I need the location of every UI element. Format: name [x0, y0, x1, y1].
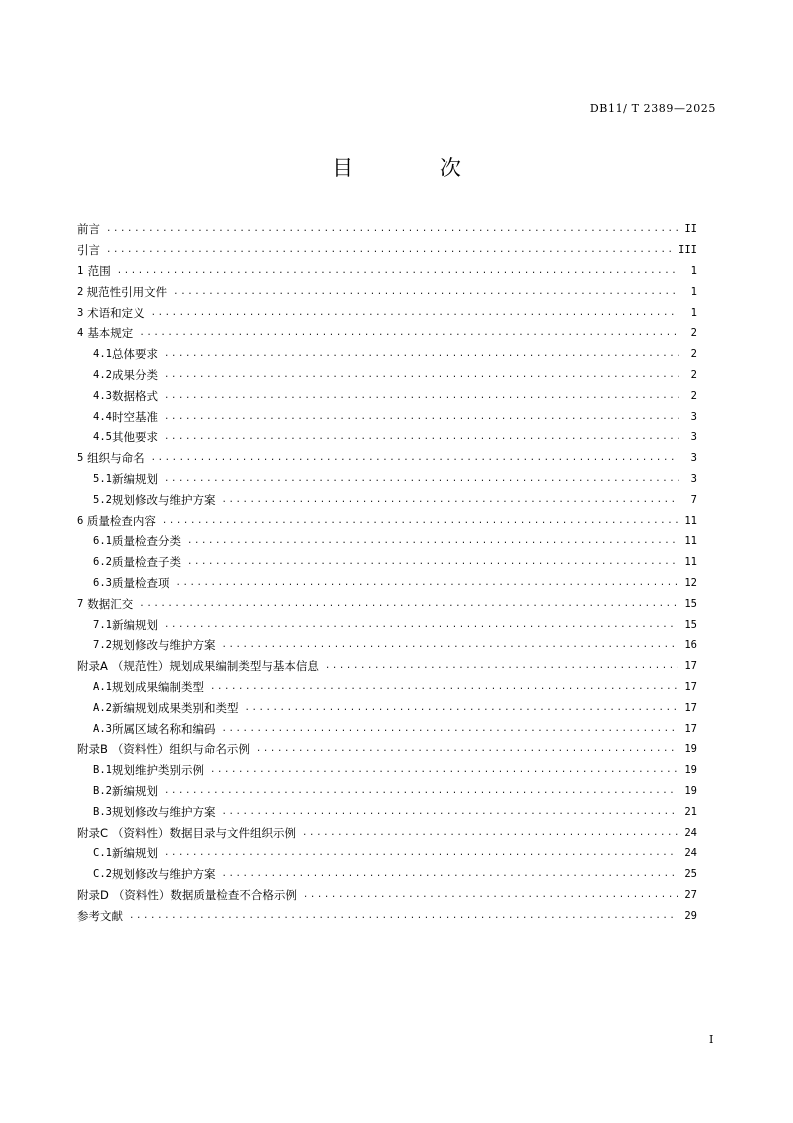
- dot-leader: [164, 846, 678, 860]
- toc-entry-title: 基本规定: [87, 326, 134, 341]
- dot-leader: [173, 285, 679, 299]
- toc-entry-number: B.2: [93, 784, 112, 797]
- toc-entry[interactable]: [77, 593, 697, 614]
- dot-leader: [164, 410, 679, 424]
- toc-entry-title: （资料性）数据质量检查不合格示例: [112, 887, 297, 902]
- toc-title: 目 次: [332, 156, 501, 180]
- table-of-contents: [77, 219, 697, 926]
- toc-entry-number: 6.3: [93, 576, 112, 589]
- toc-entry[interactable]: [77, 552, 697, 573]
- dot-leader: [139, 597, 678, 611]
- toc-entry-number: 4.1: [93, 348, 112, 361]
- toc-entry[interactable]: [77, 427, 697, 448]
- toc-entry-title: 规划修改与维护方案: [111, 804, 216, 819]
- toc-entry-title: 范围: [87, 263, 111, 278]
- toc-entry-title: 规划成果编制类型: [111, 679, 204, 694]
- toc-entry[interactable]: [77, 448, 697, 469]
- toc-entry-title: 规范性引用文件: [86, 284, 168, 299]
- toc-entry-number: 7.2: [93, 639, 112, 652]
- toc-entry[interactable]: [77, 510, 697, 531]
- toc-entry[interactable]: [77, 864, 697, 885]
- toc-entry-title: 质量检查分类: [111, 534, 181, 549]
- toc-entry-title: 规划修改与维护方案: [111, 867, 216, 882]
- toc-entry-page: 2: [690, 348, 697, 361]
- dot-leader: [151, 306, 679, 320]
- toc-entry-title: 术语和定义: [87, 305, 145, 320]
- toc-entry-title: （资料性）数据目录与文件组织示例: [112, 825, 297, 840]
- toc-entry-title: 其他要求: [111, 430, 158, 445]
- toc-entry-title: 时空基准: [111, 409, 158, 424]
- dot-leader: [221, 638, 678, 652]
- dot-leader: [162, 514, 678, 528]
- toc-entry[interactable]: [77, 365, 697, 386]
- dot-leader: [221, 722, 678, 736]
- toc-entry-title: 数据汇交: [87, 596, 134, 611]
- toc-entry[interactable]: [77, 302, 697, 323]
- toc-entry-title: 参考文献: [77, 908, 123, 923]
- dot-leader: [244, 701, 678, 715]
- toc-entry[interactable]: [77, 656, 697, 677]
- toc-entry[interactable]: [77, 885, 697, 906]
- toc-entry-title: 新编规划: [111, 471, 158, 486]
- dot-leader: [164, 472, 679, 486]
- toc-entry[interactable]: [77, 781, 697, 802]
- toc-entry-number: 6: [77, 514, 84, 527]
- dot-leader: [221, 493, 679, 507]
- dot-leader: [164, 784, 678, 798]
- toc-entry-page: 24: [684, 847, 697, 860]
- toc-entry-page: 1: [690, 285, 697, 298]
- toc-entry-page: 19: [684, 743, 697, 756]
- toc-entry-number: 7.1: [93, 618, 112, 631]
- toc-entry-number: 5.1: [93, 472, 112, 485]
- toc-entry-number: B.1: [93, 764, 112, 777]
- dot-leader: [106, 222, 678, 236]
- toc-entry[interactable]: [77, 718, 697, 739]
- dot-leader: [151, 451, 679, 465]
- toc-entry-page: 19: [684, 764, 697, 777]
- dot-leader: [256, 742, 678, 756]
- toc-entry-title: 规划修改与维护方案: [111, 638, 216, 653]
- toc-entry-page: 2: [690, 327, 697, 340]
- toc-entry[interactable]: [77, 344, 697, 365]
- toc-entry-number: 7: [77, 597, 84, 610]
- toc-entry[interactable]: [77, 843, 697, 864]
- toc-entry-page: 12: [684, 576, 697, 589]
- dot-leader: [175, 576, 678, 590]
- toc-entry-page: 7: [690, 493, 697, 506]
- dot-leader: [221, 805, 678, 819]
- toc-entry-title: 规划维护类别示例: [111, 763, 204, 778]
- dot-leader: [303, 888, 678, 902]
- toc-entry-page: 1: [690, 306, 697, 319]
- toc-entry[interactable]: [77, 219, 697, 240]
- toc-entry-page: 15: [684, 618, 697, 631]
- dot-leader: [164, 368, 679, 382]
- dot-leader: [302, 826, 678, 840]
- toc-entry-title: 引言: [77, 243, 100, 258]
- toc-entry[interactable]: [77, 281, 697, 302]
- toc-entry[interactable]: [77, 406, 697, 427]
- toc-entry-number: 4.4: [93, 410, 112, 423]
- toc-entry-number: 附录D: [77, 887, 109, 902]
- dot-leader: [164, 618, 678, 632]
- dot-leader: [117, 264, 679, 278]
- toc-entry-number: 4.3: [93, 389, 112, 402]
- toc-entry-page: 11: [684, 535, 697, 548]
- toc-entry[interactable]: [77, 240, 697, 261]
- toc-entry[interactable]: [77, 801, 697, 822]
- toc-entry-page: 16: [684, 639, 697, 652]
- toc-entry-page: 3: [690, 431, 697, 444]
- toc-entry-title: 新编规划: [111, 617, 158, 632]
- toc-entry-number: 6.1: [93, 535, 112, 548]
- dot-leader: [164, 389, 679, 403]
- toc-entry-number: 5: [77, 452, 84, 465]
- toc-entry[interactable]: [77, 573, 697, 594]
- toc-entry-number: 1: [77, 264, 84, 277]
- toc-entry[interactable]: [77, 614, 697, 635]
- toc-entry-number: A.2: [93, 701, 112, 714]
- toc-entry-title: 质量检查内容: [86, 513, 156, 528]
- dot-leader: [187, 534, 678, 548]
- page-number: I: [709, 1033, 714, 1046]
- toc-entry-page: 1: [690, 264, 697, 277]
- toc-entry-page: 25: [684, 868, 697, 881]
- toc-entry-title: 质量检查项: [111, 575, 170, 590]
- toc-entry[interactable]: [77, 677, 697, 698]
- toc-entry-number: 4: [77, 327, 84, 340]
- dot-leader: [106, 243, 672, 257]
- toc-entry-number: 附录A: [77, 659, 108, 674]
- toc-entry-title: 组织与命名: [87, 451, 145, 466]
- toc-entry-title: 新编规划: [111, 783, 158, 798]
- toc-entry-number: C.1: [93, 847, 112, 860]
- toc-entry-number: 6.2: [93, 556, 112, 569]
- toc-entry[interactable]: [77, 261, 697, 282]
- toc-entry-page: 29: [684, 909, 697, 922]
- dot-leader: [164, 347, 679, 361]
- toc-entry-page: II: [684, 223, 697, 236]
- toc-entry-page: 24: [684, 826, 697, 839]
- toc-entry-page: 3: [690, 410, 697, 423]
- dot-leader: [187, 555, 678, 569]
- toc-entry-number: 4.2: [93, 368, 112, 381]
- toc-entry-page: 21: [684, 805, 697, 818]
- toc-entry-title: （规范性）规划成果编制类型与基本信息: [111, 659, 319, 674]
- toc-entry-page: 2: [690, 368, 697, 381]
- toc-entry-page: 3: [690, 452, 697, 465]
- toc-entry-number: C.2: [93, 868, 112, 881]
- document-id: DB11/ T 2389—2025: [589, 102, 716, 115]
- toc-entry-number: A.1: [93, 680, 112, 693]
- toc-entry[interactable]: [77, 469, 697, 490]
- toc-entry-number: B.3: [93, 805, 112, 818]
- toc-entry-page: III: [678, 244, 697, 257]
- toc-entry-number: 5.2: [93, 493, 112, 506]
- toc-entry-title: 规划修改与维护方案: [111, 492, 216, 507]
- toc-entry-page: 11: [684, 556, 697, 569]
- toc-entry[interactable]: [77, 822, 697, 843]
- dot-leader: [210, 763, 678, 777]
- toc-entry[interactable]: [77, 531, 697, 552]
- toc-entry-page: 3: [690, 472, 697, 485]
- toc-entry-page: 27: [684, 888, 697, 901]
- toc-entry[interactable]: [77, 489, 697, 510]
- toc-entry-number: 2: [77, 285, 84, 298]
- toc-entry-title: 质量检查子类: [111, 555, 181, 570]
- toc-entry[interactable]: [77, 323, 697, 344]
- toc-entry-page: 17: [684, 722, 697, 735]
- toc-entry-title: 前言: [77, 222, 100, 237]
- dot-leader: [129, 909, 678, 923]
- toc-entry[interactable]: [77, 739, 697, 760]
- toc-entry-page: 17: [684, 660, 697, 673]
- toc-entry[interactable]: [77, 385, 697, 406]
- toc-entry-title: 数据格式: [111, 388, 158, 403]
- toc-entry-number: 附录B: [77, 742, 108, 757]
- toc-entry-number: A.3: [93, 722, 112, 735]
- toc-entry[interactable]: [77, 697, 697, 718]
- toc-entry-title: 成果分类: [111, 367, 158, 382]
- dot-leader: [210, 680, 678, 694]
- toc-entry-title: 总体要求: [111, 347, 158, 362]
- toc-entry-page: 15: [684, 597, 697, 610]
- toc-entry-title: 所属区域名称和编码: [111, 721, 216, 736]
- toc-entry-page: 11: [684, 514, 697, 527]
- dot-leader: [164, 430, 679, 444]
- toc-entry-page: 17: [684, 680, 697, 693]
- toc-entry-title: 新编规划成果类别和类型: [111, 700, 239, 715]
- toc-entry-title: 新编规划: [111, 846, 158, 861]
- toc-entry[interactable]: [77, 635, 697, 656]
- toc-entry[interactable]: [77, 760, 697, 781]
- toc-entry-number: 4.5: [93, 431, 112, 444]
- toc-entry-number: 附录C: [77, 825, 109, 840]
- dot-leader: [221, 867, 678, 881]
- toc-entry-page: 17: [684, 701, 697, 714]
- toc-entry-page: 19: [684, 784, 697, 797]
- toc-entry-number: 3: [77, 306, 84, 319]
- toc-entry-title: （资料性）组织与命名示例: [111, 742, 250, 757]
- toc-entry-page: 2: [690, 389, 697, 402]
- dot-leader: [325, 659, 678, 673]
- dot-leader: [139, 326, 679, 340]
- toc-entry[interactable]: [77, 905, 697, 926]
